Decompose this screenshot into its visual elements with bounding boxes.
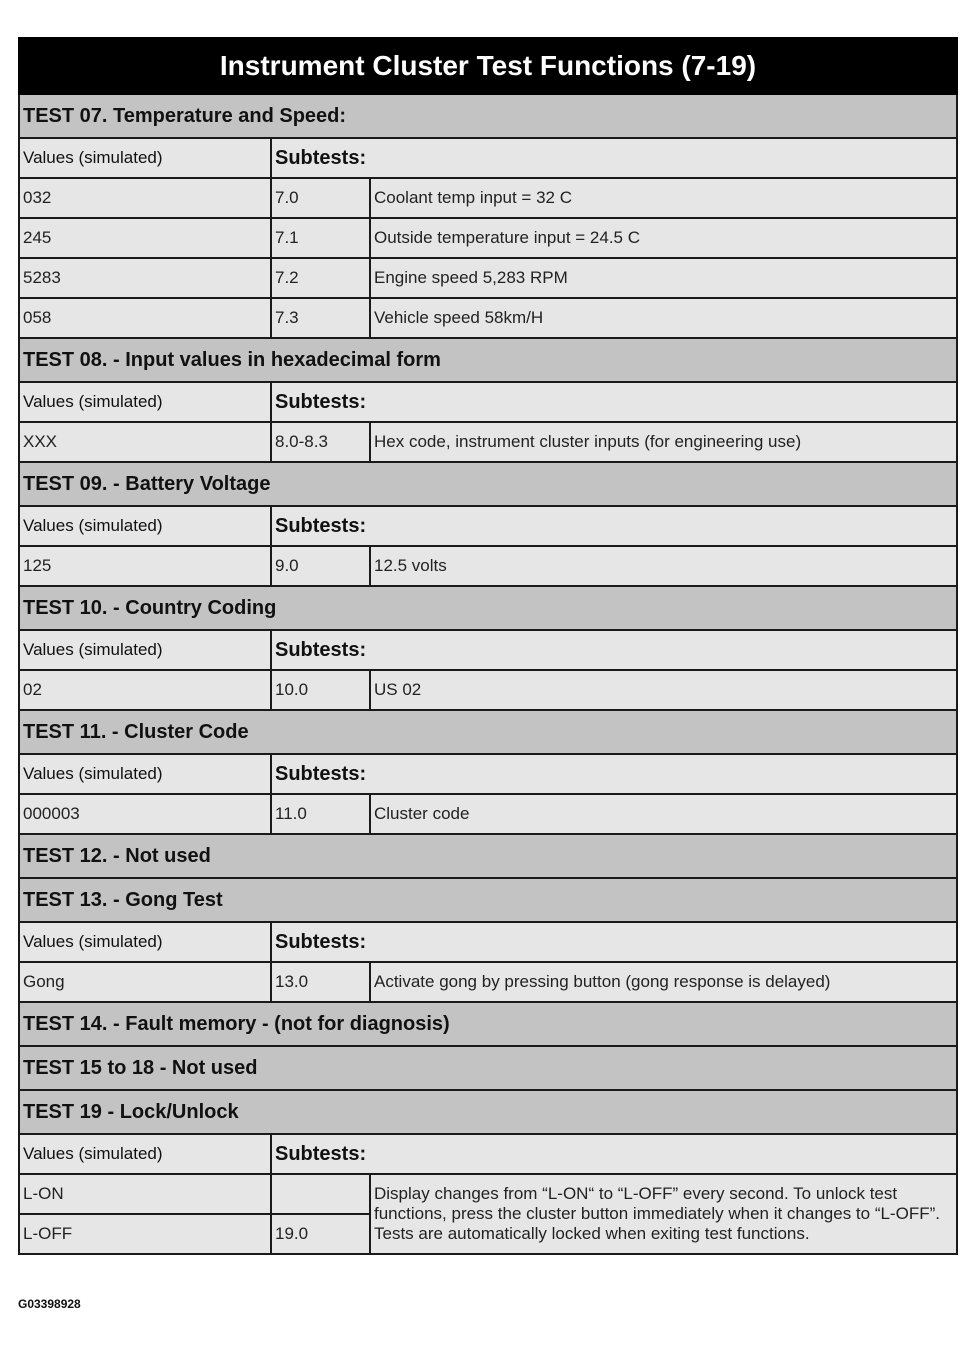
section-header-row bbox=[19, 462, 957, 506]
subtest-description: Display changes from “L-ON“ to “L-OFF” every second. To unlock test functions, press the cluster button immediately when it changes to “L-OFF”. Tests are automatically locked when exiting test functions. bbox=[370, 1174, 957, 1254]
section-heading: TEST 12. - Not used bbox=[19, 834, 957, 878]
subtest-number: 7.2 bbox=[271, 258, 370, 298]
subtests-column-header: Subtests: bbox=[271, 630, 957, 670]
section-heading: TEST 08. - Input values in hexadecimal form bbox=[19, 338, 957, 382]
section-header-row bbox=[19, 710, 957, 754]
subtest-description: Cluster code bbox=[370, 794, 957, 834]
section-heading: TEST 19 - Lock/Unlock bbox=[19, 1090, 957, 1134]
simulated-value: L-ON bbox=[19, 1174, 271, 1214]
subtests-header-row bbox=[19, 754, 957, 794]
document bbox=[18, 37, 956, 1255]
table-row bbox=[19, 962, 957, 1002]
section-heading: TEST 14. - Fault memory - (not for diagnosis) bbox=[19, 1002, 957, 1046]
section-header-row bbox=[19, 338, 957, 382]
subtest-description: Outside temperature input = 24.5 C bbox=[370, 218, 957, 258]
subtests-column-header: Subtests: bbox=[271, 382, 957, 422]
test-functions-table bbox=[18, 37, 958, 1255]
subtest-description: Coolant temp input = 32 C bbox=[370, 178, 957, 218]
subtests-header-row bbox=[19, 138, 957, 178]
table-row bbox=[19, 218, 957, 258]
subtest-number bbox=[271, 1174, 370, 1214]
subtest-description: Hex code, instrument cluster inputs (for engineering use) bbox=[370, 422, 957, 462]
table-row bbox=[19, 258, 957, 298]
section-heading: TEST 11. - Cluster Code bbox=[19, 710, 957, 754]
table-row bbox=[19, 670, 957, 710]
subtest-number: 11.0 bbox=[271, 794, 370, 834]
section-header-row bbox=[19, 1090, 957, 1134]
table-row bbox=[19, 298, 957, 338]
subtest-description: Vehicle speed 58km/H bbox=[370, 298, 957, 338]
table-row bbox=[19, 546, 957, 586]
subtest-number: 9.0 bbox=[271, 546, 370, 586]
section-heading: TEST 13. - Gong Test bbox=[19, 878, 957, 922]
subtest-number: 13.0 bbox=[271, 962, 370, 1002]
section-header-row bbox=[19, 834, 957, 878]
section-heading: TEST 15 to 18 - Not used bbox=[19, 1046, 957, 1090]
simulated-value: 02 bbox=[19, 670, 271, 710]
subtests-header-row bbox=[19, 922, 957, 962]
section-heading: TEST 07. Temperature and Speed: bbox=[19, 94, 957, 138]
page-title: Instrument Cluster Test Functions (7-19) bbox=[19, 38, 957, 94]
subtest-description: 12.5 volts bbox=[370, 546, 957, 586]
section-header-row bbox=[19, 878, 957, 922]
simulated-value: 058 bbox=[19, 298, 271, 338]
simulated-value: L-OFF bbox=[19, 1214, 271, 1254]
values-column-header: Values (simulated) bbox=[19, 138, 271, 178]
subtests-header-row bbox=[19, 506, 957, 546]
table-row bbox=[19, 178, 957, 218]
subtest-description: Engine speed 5,283 RPM bbox=[370, 258, 957, 298]
subtests-column-header: Subtests: bbox=[271, 922, 957, 962]
subtests-column-header: Subtests: bbox=[271, 754, 957, 794]
subtests-header-row bbox=[19, 1134, 957, 1174]
subtest-description: Activate gong by pressing button (gong response is delayed) bbox=[370, 962, 957, 1002]
subtest-number: 7.1 bbox=[271, 218, 370, 258]
table-row bbox=[19, 794, 957, 834]
section-heading: TEST 10. - Country Coding bbox=[19, 586, 957, 630]
subtests-header-row bbox=[19, 630, 957, 670]
section-header-row bbox=[19, 1046, 957, 1090]
values-column-header: Values (simulated) bbox=[19, 1134, 271, 1174]
subtest-number: 7.0 bbox=[271, 178, 370, 218]
figure-reference: G03398928 bbox=[18, 1297, 81, 1311]
title-row bbox=[19, 38, 957, 94]
subtests-column-header: Subtests: bbox=[271, 138, 957, 178]
subtests-column-header: Subtests: bbox=[271, 506, 957, 546]
subtest-number: 10.0 bbox=[271, 670, 370, 710]
values-column-header: Values (simulated) bbox=[19, 506, 271, 546]
table-row bbox=[19, 422, 957, 462]
subtest-description: US 02 bbox=[370, 670, 957, 710]
section-heading: TEST 09. - Battery Voltage bbox=[19, 462, 957, 506]
simulated-value: 5283 bbox=[19, 258, 271, 298]
table-row bbox=[19, 1174, 957, 1214]
values-column-header: Values (simulated) bbox=[19, 922, 271, 962]
subtests-column-header: Subtests: bbox=[271, 1134, 957, 1174]
subtest-number: 8.0-8.3 bbox=[271, 422, 370, 462]
simulated-value: Gong bbox=[19, 962, 271, 1002]
simulated-value: 032 bbox=[19, 178, 271, 218]
section-header-row bbox=[19, 94, 957, 138]
simulated-value: 000003 bbox=[19, 794, 271, 834]
section-header-row bbox=[19, 586, 957, 630]
values-column-header: Values (simulated) bbox=[19, 630, 271, 670]
values-column-header: Values (simulated) bbox=[19, 382, 271, 422]
simulated-value: XXX bbox=[19, 422, 271, 462]
table-body bbox=[19, 38, 957, 1254]
simulated-value: 125 bbox=[19, 546, 271, 586]
subtests-header-row bbox=[19, 382, 957, 422]
simulated-value: 245 bbox=[19, 218, 271, 258]
section-header-row bbox=[19, 1002, 957, 1046]
subtest-number: 19.0 bbox=[271, 1214, 370, 1254]
subtest-number: 7.3 bbox=[271, 298, 370, 338]
values-column-header: Values (simulated) bbox=[19, 754, 271, 794]
